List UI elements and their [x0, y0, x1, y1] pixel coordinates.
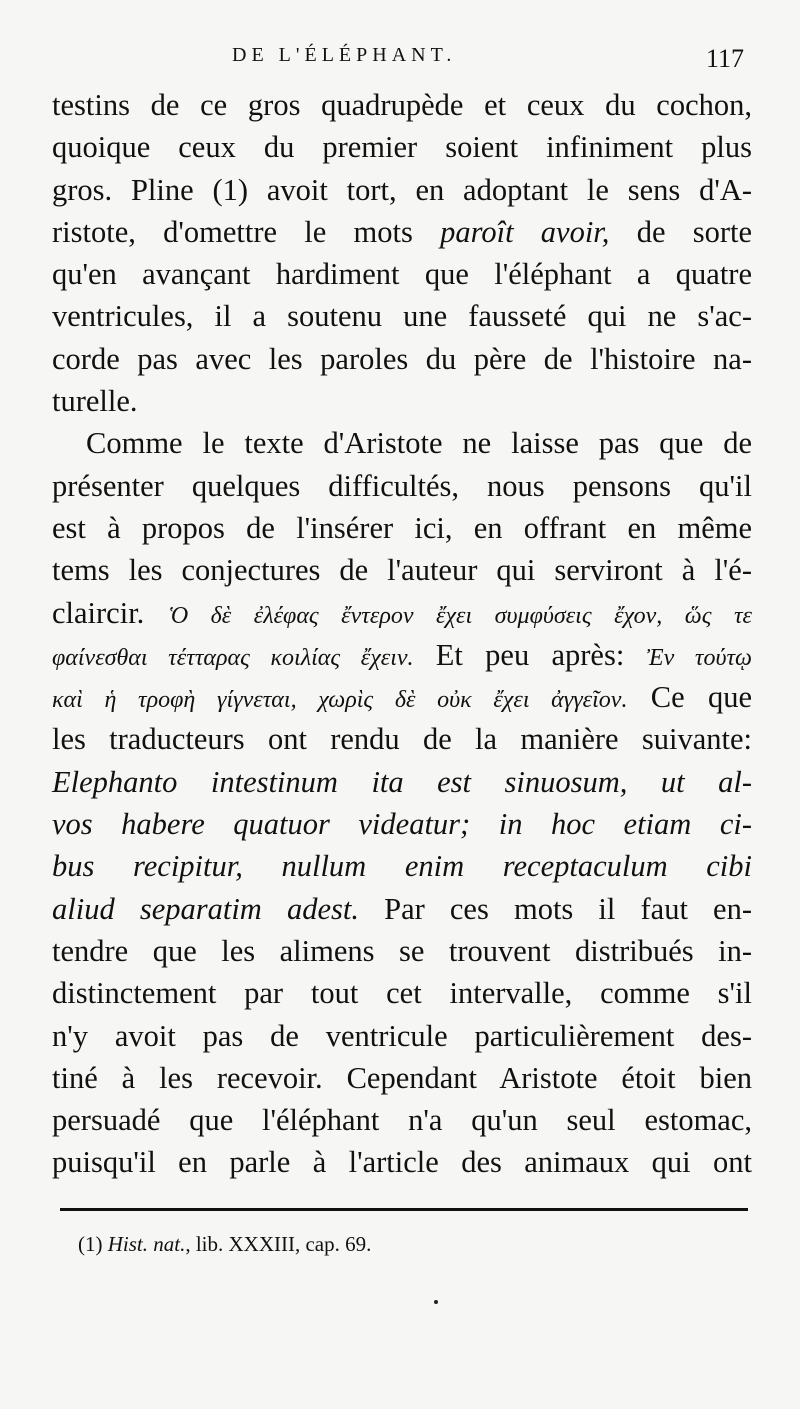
- text-line: n'y avoit pas de ventricule particulièrement des-: [52, 1018, 752, 1053]
- text-line: tendre que les alimens se trouvent distribués in-: [52, 933, 752, 968]
- footnote-source: Hist. nat.: [107, 1232, 186, 1256]
- greek-quote: φαίνεσθαι τέτταρας κοιλίας ἔχειν.: [52, 644, 414, 671]
- running-head: DE L'ÉLÉPHANT.: [232, 44, 457, 66]
- text-line: est à propos de l'insérer ici, en offrant en même: [52, 510, 752, 545]
- text-line: présenter quelques difficultés, nous pensons qu'il: [52, 468, 752, 503]
- page-number: 117: [705, 44, 744, 73]
- greek-quote: Ὁ δὲ ἐλέφας ἔντερον ἔχει συμφύσεις ἔχον, ὥς τε: [168, 602, 752, 629]
- text-segment: ristote, d'omettre le mots: [52, 214, 441, 249]
- text-line: [52, 211, 752, 253]
- latin-line: Elephanto intestinum ita est sinuosum, ut al-: [52, 764, 752, 799]
- text-line: [52, 592, 752, 634]
- greek-quote: Ἐν τούτῳ: [646, 644, 752, 671]
- text-line: les traducteurs ont rendu de la manière suivante:: [52, 722, 752, 757]
- text-line: persuadé que l'éléphant n'a qu'un seul estomac,: [52, 1103, 752, 1138]
- text-segment: claircir.: [52, 595, 145, 630]
- latin-line: bus recipitur, nullum enim receptaculum cibi: [52, 849, 752, 884]
- text-line: qu'en avançant hardiment que l'éléphant a quatre: [52, 257, 752, 292]
- page-header: [52, 44, 752, 74]
- footnote-marker: (1): [78, 1232, 103, 1256]
- text-line: quoique ceux du premier soient infiniment plus: [52, 130, 752, 165]
- latin-segment: aliud separatim adest.: [52, 891, 359, 926]
- text-line: [52, 888, 752, 930]
- text-line: gros. Pline (1) avoit tort, en adoptant le sens d'A-: [52, 172, 752, 207]
- footnote: [78, 1232, 371, 1257]
- text-line: corde pas avec les paroles du père de l'histoire na-: [52, 341, 752, 376]
- ink-speck: [434, 1300, 438, 1304]
- text-segment: Par ces mots il faut en-: [384, 891, 752, 926]
- text-line: distinctement par tout cet intervalle, comme s'il: [52, 976, 752, 1011]
- text-line: tems les conjectures de l'auteur qui serviront à l'é-: [52, 553, 752, 588]
- footnote-divider: [60, 1208, 748, 1211]
- text-line: ventricules, il a soutenu une fausseté qui ne s'ac-: [52, 299, 752, 334]
- latin-line: vos habere quatuor videatur; in hoc etiam ci-: [52, 807, 752, 842]
- text-line: turelle.: [52, 384, 138, 419]
- text-segment: de sorte: [636, 214, 753, 249]
- text-line: testins de ce gros quadrupède et ceux du cochon,: [52, 88, 752, 122]
- text-line: tiné à les recevoir. Cependant Aristote étoit bien: [52, 1060, 752, 1095]
- text-line: [52, 676, 752, 718]
- text-line: Comme le texte d'Aristote ne laisse pas que de: [86, 426, 752, 461]
- text-line: puisqu'il en parle à l'article des animaux qui ont: [52, 1145, 752, 1180]
- body-text: [52, 84, 752, 1184]
- text-segment: Et peu après:: [435, 637, 625, 672]
- italic-phrase: paroît avoir,: [440, 214, 610, 249]
- footnote-reference: , lib. XXXIII, cap. 69.: [185, 1232, 372, 1256]
- text-segment: Ce que: [650, 680, 753, 715]
- greek-quote: καὶ ἡ τροφὴ γίγνεται, χωρὶς δὲ οὐκ ἔχει ἀγγεῖον.: [52, 687, 628, 714]
- text-line: [52, 634, 752, 676]
